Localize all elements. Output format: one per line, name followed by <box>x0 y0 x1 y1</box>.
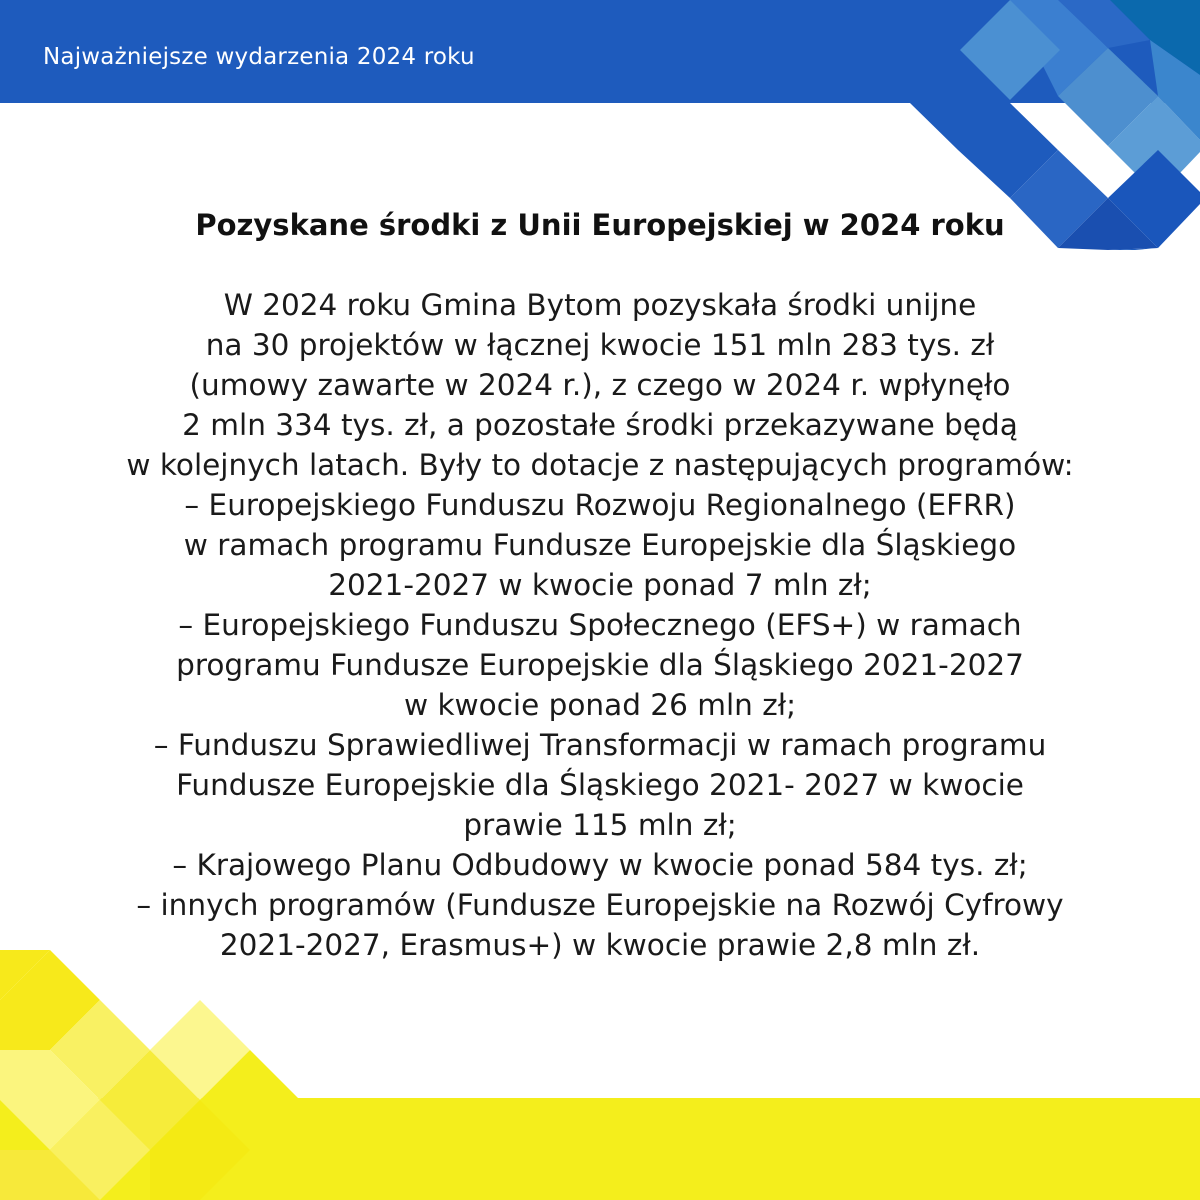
body-line: – Europejskiego Funduszu Rozwoju Regionalnego (EFRR) <box>184 488 1016 522</box>
body-line: programu Fundusze Europejskie dla Śląskiego 2021-2027 <box>176 648 1024 682</box>
body-line: – innych programów (Fundusze Europejskie na Rozwój Cyfrowy <box>136 888 1064 922</box>
body-line: 2021-2027, Erasmus+) w kwocie prawie 2,8 mln zł. <box>219 928 981 962</box>
body-line: W 2024 roku Gmina Bytom pozyskała środki unijne <box>223 288 977 322</box>
body-line: prawie 115 mln zł; <box>463 808 737 842</box>
header-title: Najważniejsze wydarzenia 2024 roku <box>43 44 475 70</box>
body-line: 2021-2027 w kwocie ponad 7 mln zł; <box>328 568 872 602</box>
body-line: w ramach programu Fundusze Europejskie dla Śląskiego <box>183 528 1017 562</box>
document-body <box>0 285 1200 965</box>
body-line: – Europejskiego Funduszu Społecznego (EFS+) w ramach <box>178 608 1022 642</box>
body-line: w kolejnych latach. Były to dotacje z następujących programów: <box>126 448 1074 482</box>
body-line: – Krajowego Planu Odbudowy w kwocie ponad 584 tys. zł; <box>172 848 1028 882</box>
body-line: – Funduszu Sprawiedliwej Transformacji w ramach programu <box>153 728 1047 762</box>
body-line: na 30 projektów w łącznej kwocie 151 mln 283 tys. zł <box>205 328 995 362</box>
body-line: 2 mln 334 tys. zł, a pozostałe środki przekazywane będą <box>182 408 1018 442</box>
document-heading: Pozyskane środki z Unii Europejskiej w 2024 roku <box>195 208 1005 242</box>
body-line: Fundusze Europejskie dla Śląskiego 2021- 2027 w kwocie <box>176 768 1024 802</box>
body-line: (umowy zawarte w 2024 r.), z czego w 2024 r. wpłynęło <box>189 368 1011 402</box>
body-line: w kwocie ponad 26 mln zł; <box>403 688 797 722</box>
